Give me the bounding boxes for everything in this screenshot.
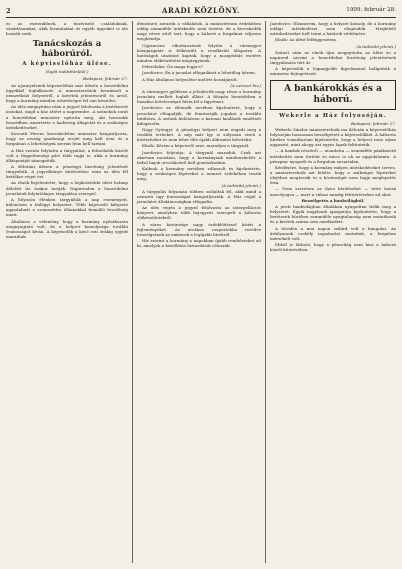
paragraph: Jozefovics: Elismerem, hogy a helyzet komoly, de a kormány eddigi intézkedései nem elegendők. Megfelelő intézkedéseket kell tenni a határok védelmére. bbox=[270, 21, 396, 37]
page-header bbox=[6, 6, 396, 17]
paragraph: A képviselők a legnagyobb figyelemmel hallgatták a miniszter fejtegetéseit. bbox=[270, 66, 396, 77]
paragraph: A délutáni ülésen a pénzügyi bizottság jelentését tárgyalták. A jegyzőkönyv hitelesítése után az ülés fél kettőkor véget ért. bbox=[6, 163, 128, 180]
paragraph: Kalinok a kormány nevében válaszolt és kijelentette, hogy a szükséges lépéseket a nemzet érdekében teszik meg. bbox=[137, 166, 261, 182]
paragraph: Elnök: Kérem a képviselő urat, maradjon a tárgynál. bbox=[142, 143, 250, 149]
paragraph: A folyosón élénken tárgyalták a nap eseményeit, különösen a külügyi helyzetet. Több képviselő kifejezte aggodalmát a szomszédos államokkal fennálló feszültség miatt. bbox=[6, 196, 128, 218]
column-3 bbox=[270, 21, 396, 253]
paragraph: Szünet után az elnök újra megnyitotta az ülést és a napirend szerint a honvédelmi bizottság jelentésének tárgyalására tért át. bbox=[270, 49, 396, 66]
paragraph: Hír szerint a kormány a napokban újabb rendeleteket ad ki, amelyek a közellátás biztosítását célozzák. bbox=[137, 238, 261, 249]
column-1 bbox=[6, 21, 128, 240]
dateline: Budapest, február 27. bbox=[351, 120, 396, 126]
issue-date: 1909. február 28. bbox=[346, 7, 396, 13]
paragraph: Általános a vélemény, hogy a kormány nyilatkozata megnyugtató volt, de a helyzet komolysága további óvatosságot kíván. A képviselők a késő esti órákig együtt maradtak. bbox=[6, 218, 128, 239]
paragraph: ez az esztendőnek, a tisztviselő családoknak, vásárlásainkat, akik hivatalaikat és egyéb ügyeiket is ide hozzák ezek. bbox=[6, 21, 128, 37]
paragraph: dénzüneti zavarok a vállalatok. A minisztérium érdekében eddig semmiféle intézkedés nem történt, de a kereskedők nagy része attól tart, hogy a háború a forgalmat teljesen megbénítja. bbox=[137, 21, 261, 42]
newspaper-title: ARADI KÖZLÖNY. bbox=[162, 6, 240, 15]
paragraph: — Nem szeretem az ilyen kérdéseket — tette hozzá mosolyogva — mert a válasz mindig félreértésekre ad okot. bbox=[270, 186, 396, 197]
signature: (A nemzet hiv.) bbox=[230, 82, 261, 88]
paragraph: Wekerle Sándor miniszterelnök ma délután a képviselőház folyosóján hosszasan beszélgetett a képviselőkkel. A háborús hírekre vonatkozóan kijelentette, hogy a helyzet nem olyan aggasztó, mint ahogy azt egyes lapok feltüntetik. bbox=[270, 126, 396, 148]
article-headline: Tanácskozás a háborúról. bbox=[32, 39, 102, 60]
boxed-headline: A bankárokkás és a háború. bbox=[270, 80, 396, 110]
header-rule bbox=[6, 17, 396, 18]
paragraph: A tőzsdén a mai napon szilárd volt a hangulat. Az árfolyamok csekély ingadozást mutattak, a forgalom mérsékelt volt. bbox=[270, 225, 396, 241]
paragraph: Felszólalás: Ön maga fogja-e? bbox=[142, 64, 203, 70]
paragraph: A város közönsége nagy érdeklődéssel kíséri a fejleményeket. Az utcákon csoportokba verődve beszélgetnek az emberek a legújabb hírekről. bbox=[137, 221, 261, 237]
column-separator bbox=[265, 21, 266, 563]
paragraph: A Ház általános helyeslése mellett hozzájárult. bbox=[142, 76, 238, 82]
article-subheadline: Wekerle a Ház folyosóján. bbox=[279, 112, 387, 119]
column-2 bbox=[137, 21, 261, 249]
signature: (A tudósító jelenti.) bbox=[356, 43, 396, 49]
paragraph: Jozefovics folytatja: A tárgynál maradok. Csak azt akartam mondani, hogy a kormánynak mindenekelőtt a belső bajok orvoslásáról kell gondoskodnia. bbox=[137, 149, 261, 165]
paragraph: Elnök: Az ülést felfüggesztem. bbox=[275, 37, 338, 43]
page-number: 2 bbox=[6, 7, 11, 15]
paragraph: Az ülés megnyitása után a jegyző felolvasta a beérkezett iratokat, majd a ház áttért a napirendre. A szónokok sorát a honvédelmi miniszter nyitotta meg, aki hosszabb beszédben ismertette a hadsereg állapotát és a szükséges intézkedéseket. bbox=[6, 104, 128, 130]
paragraph: Az ülés végén a jegyző felolvasta az interpellációs könyvet, amelyben több bejegyzés szerepelt a háborús előkészületekről. bbox=[137, 205, 261, 221]
paragraph: Ugyanezen elhatározások folytán a vármegyei közigazgatás is felkészült a rendkívüli állapotra. A hatóságok utasítást kaptak, hogy a mozgósítás esetére minden előkészületet megtegyenek. bbox=[137, 42, 261, 64]
paragraph: Nagy Gyöngyi: A pénzügyi helyzet nem engedi meg a további terheket. A nép már így is súlyosan viseli a közterheket és nem lehet tőle újabb áldozatot követelni. bbox=[137, 126, 261, 143]
column-separator bbox=[132, 21, 133, 563]
paragraph: Ebből is látható, hogy a pénzvilág nem hisz a háború közeli kitörésében. bbox=[270, 242, 396, 253]
signature: (A tudósító jelenti.) bbox=[221, 182, 261, 188]
article-subheadline: A képviselőház ülése. bbox=[22, 61, 112, 68]
paragraph: A vármegyei gyűlésen a jelenlevők nagy része a kormány javaslata mellett foglalt állást. A főispán beszédében a hazafias kötelességre hívta fel a figyelmet. bbox=[137, 88, 261, 105]
dateline: Budapest, február 27. bbox=[83, 76, 128, 82]
paragraph: A pesti bankvilágban általában nyugodtan ítélik meg a helyzetet. Egyik nagybank igazgatója kijelentette, hogy a betétesek körében semmiféle nyugtalanság nem mutatkozik és a kivétek száma sem emelkedett. bbox=[270, 203, 396, 225]
paragraph: — A bankok részéről — mondotta — semmiféle pánikszerű intézkedés nem történt és nincs is ok az aggodalomra. A pénzpiac nyugodt és a forgalom zavartalan. bbox=[270, 148, 396, 164]
paragraph: Az elnök bejelentette, hogy a legközelebbi ülést holnap délelőtt tíz órakor tartják. Napirenden a honvédelmi javaslatok folytatólagos tárgyalása szerepel. bbox=[6, 180, 128, 196]
paragraph: A Ház ezután folytatta a tárgyalást, a felszólalók között volt a függetlenségi párt több tagja is, akik a kormány álláspontját támogatták. bbox=[6, 147, 128, 163]
section-subtitle: Beszélgetés a bankvilágból. bbox=[301, 197, 365, 203]
paragraph: Jozefovics az ellenzék nevében kijelentette, hogy a javaslatot elfogadják, de fenntartják jogukat a további bírálatra. A szónok különösen a katonai kiadások emelését kifogásolta. bbox=[137, 105, 261, 126]
paragraph: Jozefovics: Én a javaslat elfogadását a lehetőleg kérem. bbox=[142, 70, 257, 76]
paragraph: Az ujonnyelvnek képviselőház mai ülésén a honvédelmi ügyekkel foglalkozott. A miniszterelnök beszámolt a nemzetközi helyzetről, a követek jelentéseiről és arról, hogy a kormány minden eshetőségre fel van készülve. bbox=[6, 82, 128, 104]
paragraph: A tárgyalás folyamán többen szólaltak fel, akik mind a nemzeti ügy fontosságát hangsúlyozták. A Ház végül a javaslatot általánosságban elfogadta. bbox=[137, 188, 261, 204]
paragraph: Kérdésére, hogy a kormány milyen intézkedéseket tervez, a miniszterelnök azt felelte, hogy a szükséges lépéseket idejében megteszik és a közönséget nem fogja meglepetés érni. bbox=[270, 164, 396, 186]
paragraph: Kossuth Ferenc kereskedelmi miniszter hangsúlyozta, hogy az ország gazdasági erejét meg kell óvni és a forgalmat a lehetőségek szerint fenn kell tartani. bbox=[6, 131, 128, 147]
article-source: (Saját tudósítónktól.) bbox=[45, 69, 89, 75]
